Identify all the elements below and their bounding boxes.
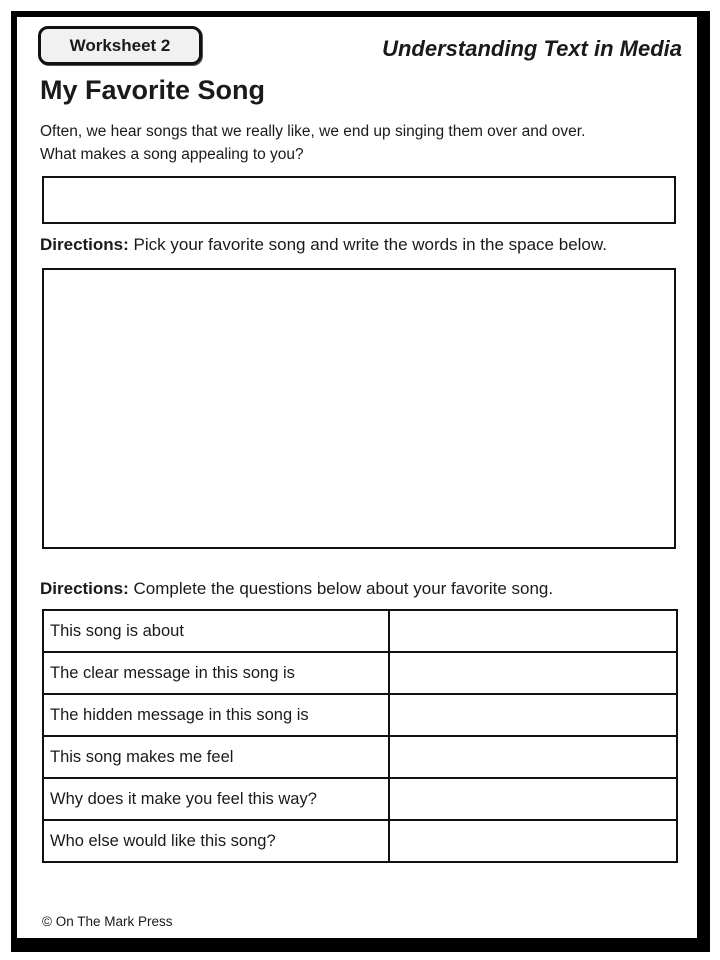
- question-cell: Who else would like this song?: [43, 820, 389, 862]
- question-cell: The hidden message in this song is: [43, 694, 389, 736]
- answer-cell[interactable]: [389, 820, 677, 862]
- intro-paragraph: [40, 120, 684, 166]
- answer-cell[interactable]: [389, 778, 677, 820]
- directions-lyrics: [40, 235, 690, 255]
- questions-table: [42, 609, 678, 863]
- directions-questions-text: Complete the questions below about your favorite song.: [128, 579, 554, 598]
- intro-line-1: Often, we hear songs that we really like, we end up singing them over and over.: [40, 123, 586, 140]
- unit-title: Understanding Text in Media: [382, 36, 682, 61]
- worksheet-number-badge: [38, 26, 202, 65]
- answer-cell[interactable]: [389, 736, 677, 778]
- table-row: [43, 820, 677, 862]
- song-lyrics-box[interactable]: [42, 268, 676, 549]
- question-cell: This song is about: [43, 610, 389, 652]
- answer-cell[interactable]: [389, 652, 677, 694]
- appeal-answer-box[interactable]: [42, 176, 676, 224]
- intro-line-2: What makes a song appealing to you?: [40, 146, 304, 163]
- directions-questions-label: Directions:: [40, 579, 129, 598]
- page-title: My Favorite Song: [40, 75, 266, 105]
- question-cell: The clear message in this song is: [43, 652, 389, 694]
- table-row: [43, 694, 677, 736]
- copyright-text: © On The Mark Press: [42, 914, 173, 929]
- question-cell: This song makes me feel: [43, 736, 389, 778]
- directions-lyrics-text: Pick your favorite song and write the words in the space below.: [128, 235, 607, 254]
- table-row: [43, 652, 677, 694]
- answer-cell[interactable]: [389, 694, 677, 736]
- table-row: [43, 736, 677, 778]
- directions-questions: [40, 579, 690, 599]
- worksheet-number-label: Worksheet 2: [69, 35, 171, 55]
- answer-cell[interactable]: [389, 610, 677, 652]
- question-cell: Why does it make you feel this way?: [43, 778, 389, 820]
- directions-lyrics-label: Directions:: [40, 235, 129, 254]
- questions-table-body: [43, 610, 677, 862]
- table-row: [43, 778, 677, 820]
- table-row: [43, 610, 677, 652]
